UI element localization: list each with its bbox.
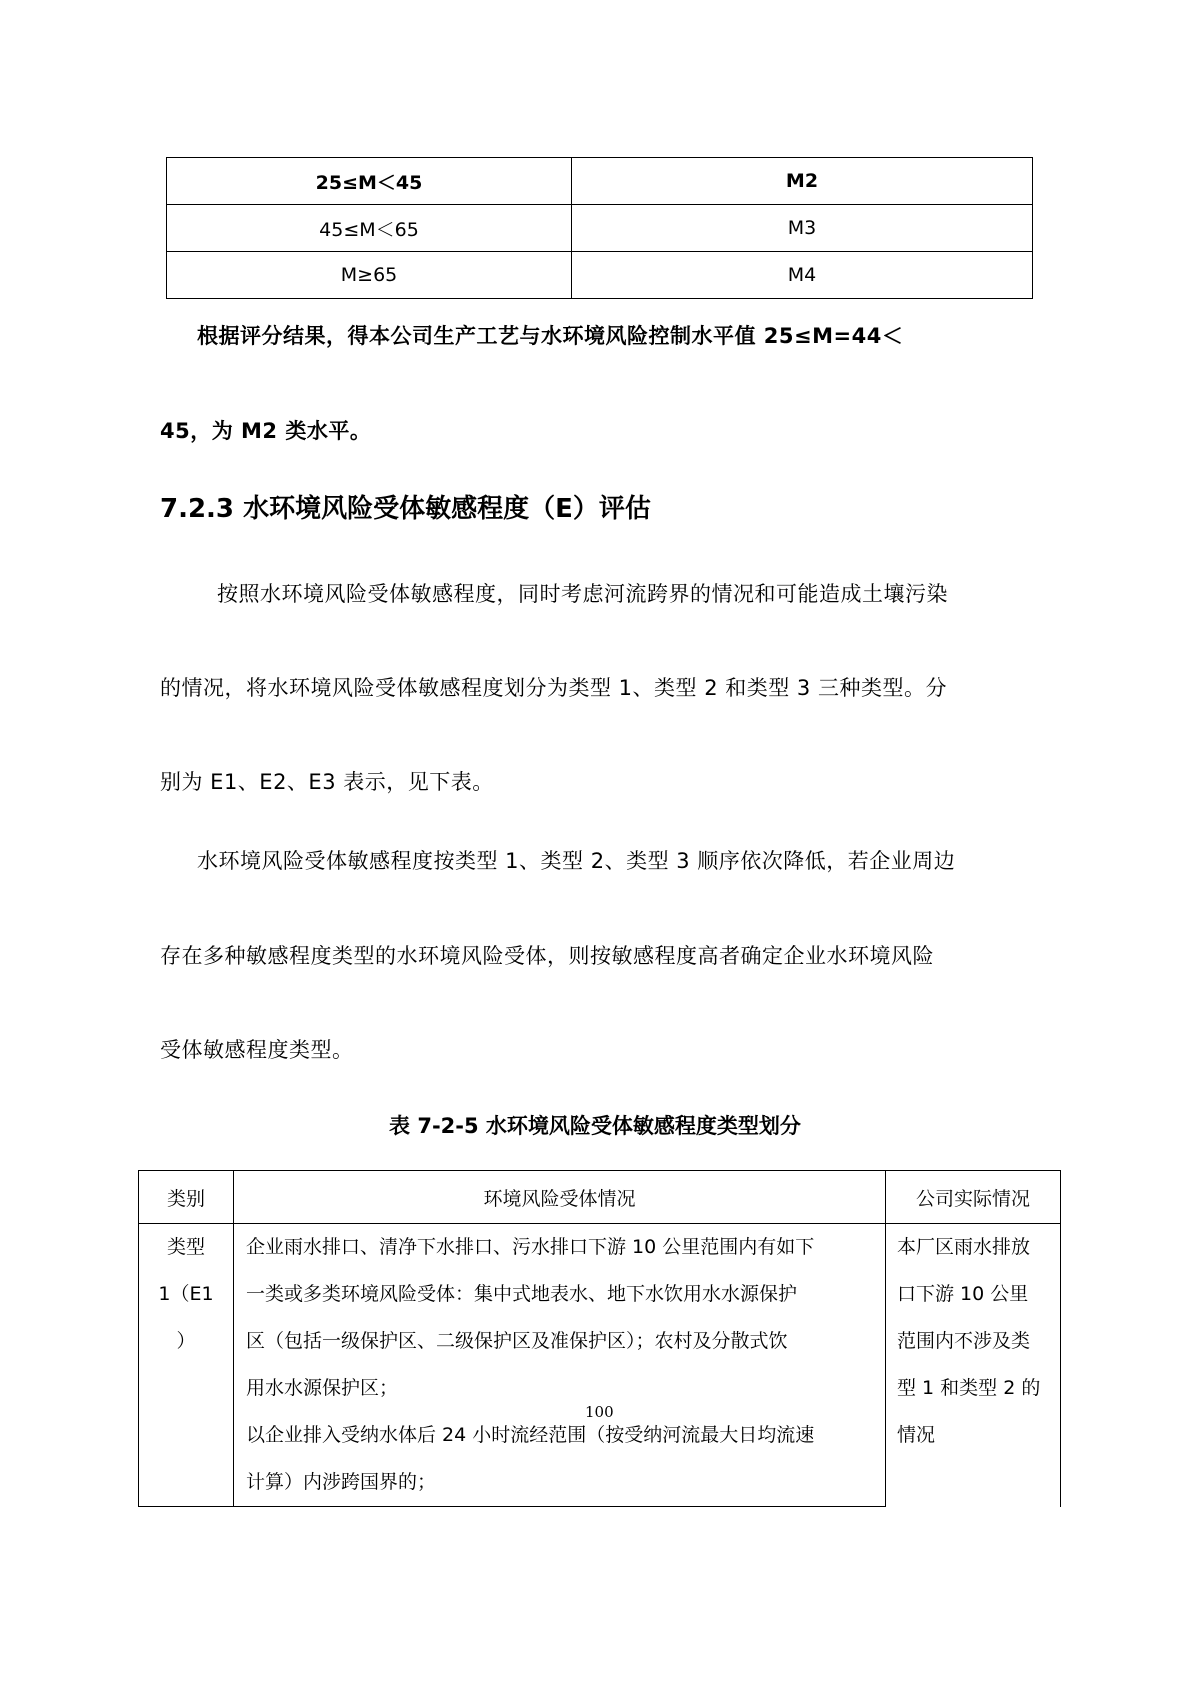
actual-cell [886,1224,1061,1507]
para2-line-2: 存在多种敏感程度类型的水环境风险受体，则按敏感程度高者确定企业水环境风险 [160,944,934,968]
receptor-line: 区（包括一级保护区、二级保护区及准保护区）；农村及分散式饮 [246,1330,788,1352]
m-range-cell: 25≤M＜45 [167,158,572,205]
sensitivity-table [138,1170,1061,1507]
category-line: 1（E1 [158,1283,214,1305]
table-row [139,1224,1061,1507]
receptor-cell [234,1224,886,1507]
para2-line-1: 水环境风险受体敏感程度按类型 1、类型 2、类型 3 顺序依次降低，若企业周边 [197,849,956,873]
receptor-line: 用水水源保护区； [246,1377,399,1399]
receptor-line: 企业雨水排口、清净下水排口、污水排口下游 10 公里范围内有如下 [246,1236,815,1258]
m-level-cell: M3 [572,205,1033,252]
table-caption: 表 7-2-5 水环境风险受体敏感程度类型划分 [389,1114,801,1138]
category-line: ） [176,1330,196,1352]
para1-line-2: 的情况，将水环境风险受体敏感程度划分为类型 1、类型 2 和类型 3 三种类型。分 [160,676,947,700]
m-level-cell: M2 [572,158,1033,205]
actual-line: 范围内不涉及类 [897,1330,1031,1352]
receptor-line: 计算）内涉跨国界的； [246,1471,437,1493]
m-range-cell: 45≤M＜65 [167,205,572,252]
para2-line-3: 受体敏感程度类型。 [160,1038,354,1062]
table-row [167,252,1033,299]
actual-line: 本厂区雨水排放 [897,1236,1031,1258]
table-row [167,158,1033,205]
m-range-cell: M≥65 [167,252,572,299]
actual-line: 型 1 和类型 2 的 [897,1377,1041,1399]
category-cell [139,1224,234,1507]
m-level-table [166,157,1033,299]
category-line: 类型 [166,1236,205,1258]
result-line-2: 45，为 M2 类水平。 [160,419,372,443]
m-level-cell: M4 [572,252,1033,299]
para1-line-1: 按照水环境风险受体敏感程度，同时考虑河流跨界的情况和可能造成土壤污染 [217,582,948,606]
para1-line-3: 别为 E1、E2、E3 表示，见下表。 [160,770,494,794]
actual-line: 口下游 10 公里 [897,1283,1029,1305]
header-category: 类别 [139,1171,234,1224]
page-number: 100 [585,1403,614,1421]
result-line-1: 根据评分结果，得本公司生产工艺与水环境风险控制水平值 25≤M=44＜ [197,324,904,348]
actual-line: 情况 [897,1424,936,1446]
receptor-line: 一类或多类环境风险受体：集中式地表水、地下水饮用水水源保护 [246,1283,798,1305]
section-heading: 7.2.3 水环境风险受体敏感程度（E）评估 [160,494,651,524]
receptor-line: 以企业排入受纳水体后 24 小时流经范围（按受纳河流最大日均流速 [246,1424,815,1446]
header-actual: 公司实际情况 [886,1171,1061,1224]
header-receptor: 环境风险受体情况 [234,1171,886,1224]
table-row [167,205,1033,252]
table-header-row [139,1171,1061,1224]
